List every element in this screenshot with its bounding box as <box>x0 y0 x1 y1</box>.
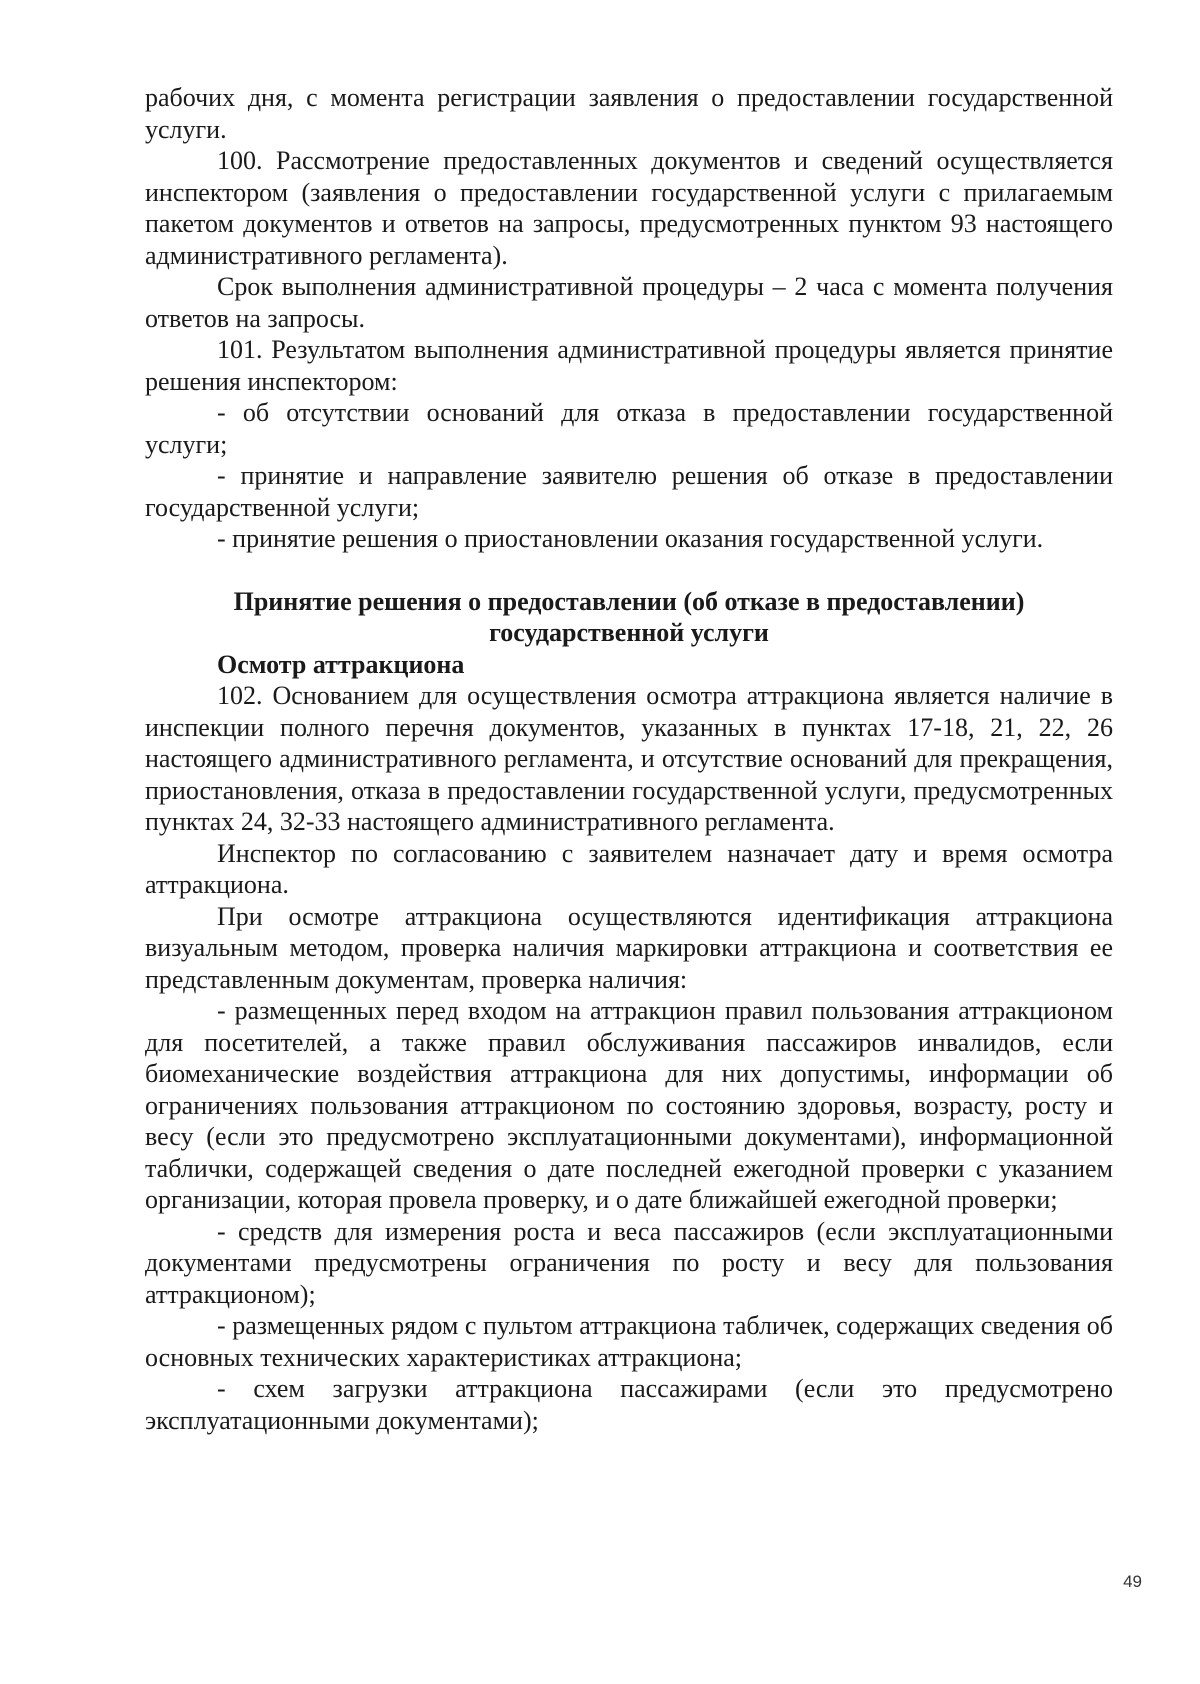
list-item-suspension: - принятие решения о приостановлении оказания государственной услуги. <box>217 524 1044 553</box>
list-item-control-panel: - размещенных рядом с пультом аттракциона табличек, содержащих сведения об основных технических характеристиках аттракциона; <box>145 1311 1113 1372</box>
paragraph-deadline: Срок выполнения административной процедуры – 2 часа с момента получения ответов на запросы. <box>145 272 1113 333</box>
paragraph-102: 102. Основанием для осуществления осмотра аттракциона является наличие в инспекции полного перечня документов, указанных в пунктах 17-18, 21, 22, 26 настоящего административного регламента, и отсутствие оснований для прекращения, приостановления, отказа в предоставлении государственной услуги, предусмотренных пунктах 24, 32-33 настоящего административного регламента. <box>145 681 1113 836</box>
document-page <box>145 82 1113 1436</box>
paragraph-inspector-date: Инспектор по согласованию с заявителем назначает дату и время осмотра аттракциона. <box>145 838 1113 899</box>
paragraph-inspection-checks: При осмотре аттракциона осуществляются идентификация аттракциона визуальным методом, проверка наличия маркировки аттракциона и соответствия ее представленным документам, проверка наличия: <box>145 901 1113 994</box>
paragraph-100: 100. Рассмотрение предоставленных документов и сведений осуществляется инспектором (заявления о предоставлении государственной услуги с прилагаемым пакетом документов и ответов на запросы, предусмотренных пунктом 93 настоящего административного регламента). <box>145 146 1113 270</box>
list-item-refusal: - принятие и направление заявителю решения об отказе в предоставлении государственной услуги; <box>145 461 1113 522</box>
paragraph-continuation: рабочих дня, с момента регистрации заявления о предоставлении государственной услуги. <box>145 83 1113 144</box>
page-number: 49 <box>1123 1572 1142 1591</box>
list-item-rules: - размещенных перед входом на аттракцион правил пользования аттракционом для посетителей, а также правил обслуживания пассажиров инвалидов, если биомеханические воздействия аттракциона для них допустимы, информации об ограничениях пользования аттракционом по состоянию здоровья, возрасту, росту и весу (если это предусмотрено эксплуатационными документами), информационной таблички, содержащей сведения о дате последней ежегодной проверки с указанием организации, которая провела проверку, и о дате ближайшей ежегодной проверки; <box>145 996 1113 1214</box>
subheading-inspection: Осмотр аттракциона <box>217 649 465 679</box>
list-item-no-grounds: - об отсутствии оснований для отказа в предоставлении государственной услуги; <box>145 398 1113 459</box>
paragraph-101: 101. Результатом выполнения административной процедуры является принятие решения инспектором: <box>145 335 1113 396</box>
list-item-loading-schemes: - схем загрузки аттракциона пассажирами (если это предусмотрено эксплуатационными документами); <box>145 1374 1113 1435</box>
section-heading-line2: государственной услуги <box>489 618 769 647</box>
list-item-measuring: - средств для измерения роста и веса пассажиров (если эксплуатационными документами предусмотрены ограничения по росту и весу для пользования аттракционом); <box>145 1216 1113 1309</box>
section-heading-line1: Принятие решения о предоставлении (об отказе в предоставлении) <box>233 586 1025 616</box>
section-gap <box>145 555 1113 586</box>
